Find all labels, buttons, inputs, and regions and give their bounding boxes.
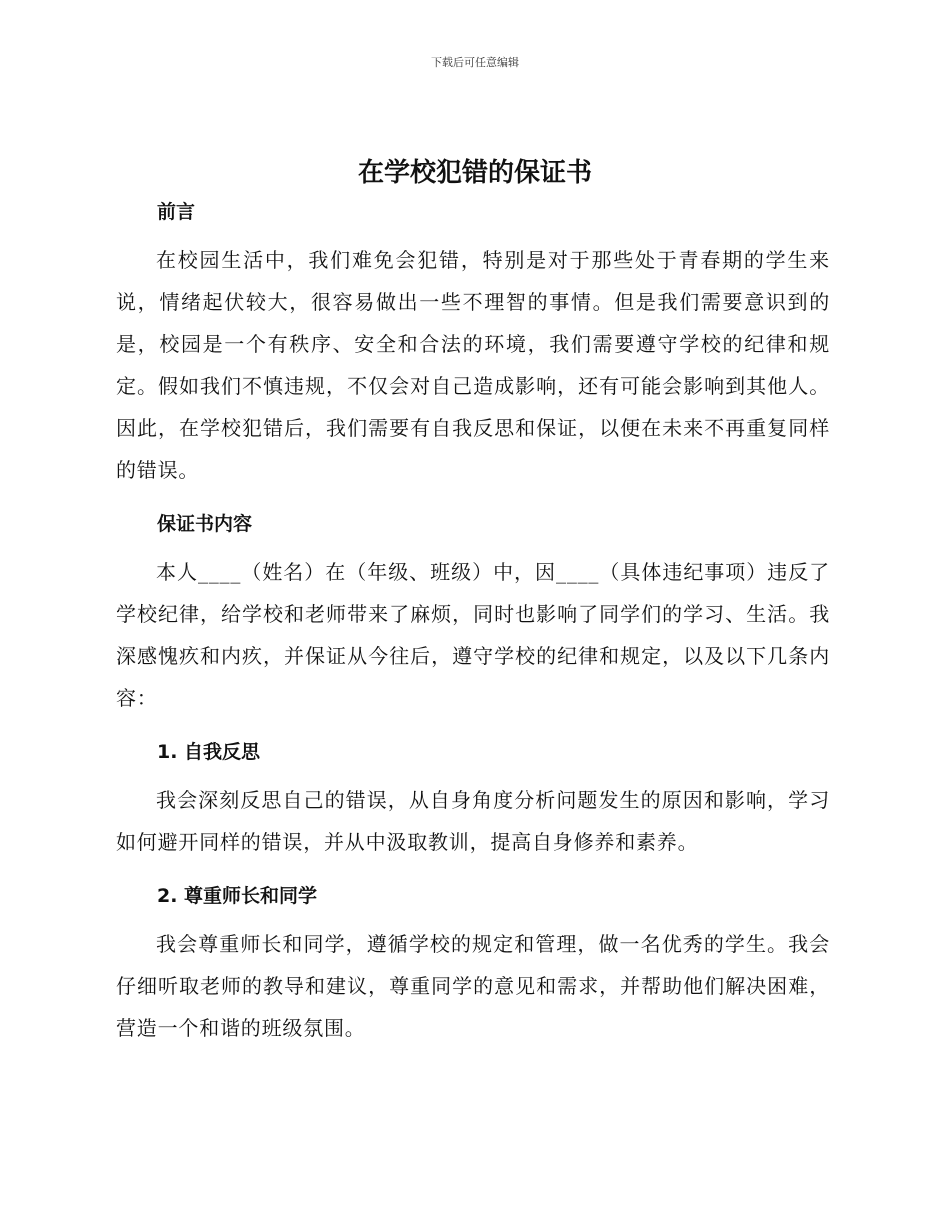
paragraph-self-reflection: 我会深刻反思自己的错误，从自身角度分析问题发生的原因和影响，学习如何避开同样的错误，并从中汲取教训，提高自身修养和素养。 (116, 788, 830, 854)
section-heading-content: 保证书内容 (157, 513, 253, 535)
section-heading-respect: 2. 尊重师长和同学 (157, 885, 318, 907)
paragraph-preface: 在校园生活中，我们难免会犯错，特别是对于那些处于青春期的学生来说，情绪起伏较大，很容易做出一些不理智的事情。但是我们需要意识到的是，校园是一个有秩序、安全和合法的环境，我们需要遵守学校的纪律和规定。假如我们不慎违规，不仅会对自己造成影响，还有可能会影响到其他人。因此，在学校犯错后，我们需要有自我反思和保证，以便在未来不再重复同样的错误。 (116, 248, 830, 482)
document-body (116, 193, 830, 1049)
paragraph-content: 本人____（姓名）在（年级、班级）中，因____（具体违纪事项）违反了学校纪律，给学校和老师带来了麻烦，同时也影响了同学们的学习、生活。我深感愧疚和内疚，并保证从今往后，遵守学校的纪律和规定，以及以下几条内容： (116, 560, 830, 710)
section-heading-preface: 前言 (157, 201, 196, 223)
document-title: 在学校犯错的保证书 (357, 158, 592, 188)
section-heading-self-reflection: 1. 自我反思 (157, 741, 261, 763)
page-header-note: 下载后可任意编辑 (431, 56, 519, 69)
paragraph-respect: 我会尊重师长和同学，遵循学校的规定和管理，做一名优秀的学生。我会仔细听取老师的教导和建议，尊重同学的意见和需求，并帮助他们解决困难，营造一个和谐的班级氛围。 (116, 932, 830, 1040)
